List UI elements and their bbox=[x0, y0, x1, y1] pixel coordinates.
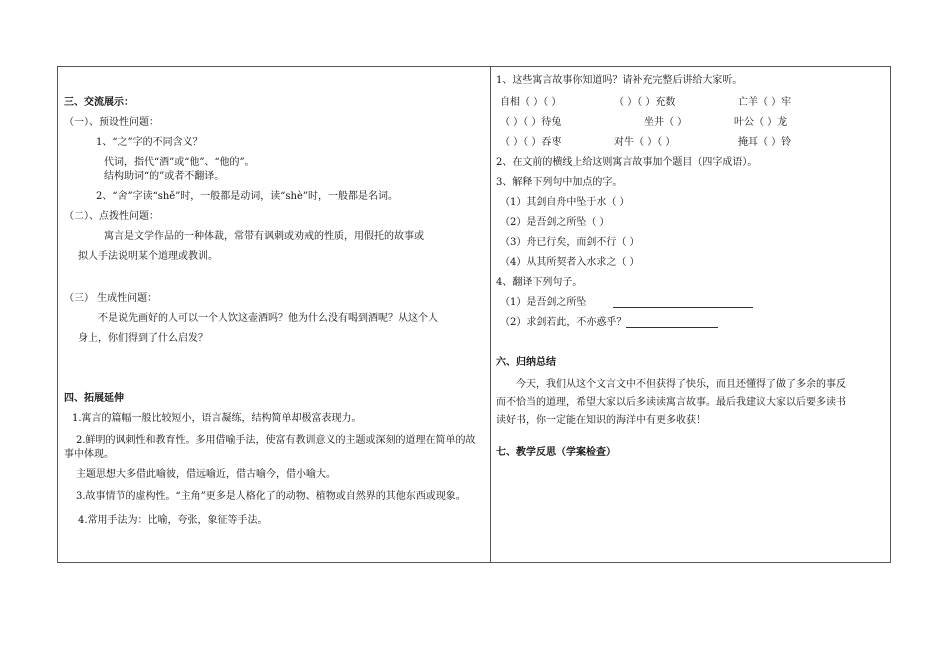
exercise-2: 2、在文前的横线上给这则寓言故事加个题目（四字成语）。 bbox=[496, 157, 758, 168]
exercise-3-item-3: （3）舟已行矣，而剑不行（ ） bbox=[500, 237, 640, 248]
idiom-blank-1-2: （ ）（ ）充数 bbox=[614, 97, 676, 108]
summary-line-2: 而不恰当的道理，希望大家以后多读读寓言故事。最后我建议大家以后要多读书 bbox=[496, 397, 846, 408]
question-2: 2、“舍”字读“shě”时，一般都是动词，读“shè”时，一般都是名词。 bbox=[96, 191, 399, 202]
section-7-title: 七、教学反思（学案检查） bbox=[496, 447, 616, 458]
summary-line-1: 今天，我们从这个文言文中不但获得了快乐，而且还懂得了做了多余的事反 bbox=[516, 379, 846, 390]
exercise-3-item-4: （4）从其所契者入水求之（ ） bbox=[500, 257, 640, 268]
idiom-blank-3-3: 掩耳（ ）铃 bbox=[738, 137, 792, 148]
guiding-questions-heading: （二）、点拨性问题： bbox=[64, 211, 159, 222]
extension-item-2-line-2: 事中体现。 bbox=[64, 449, 114, 460]
idiom-blank-2-2: 坐井（ ） bbox=[644, 117, 688, 128]
idiom-blank-1-1: 自相（ ）（ ） bbox=[500, 97, 562, 108]
answer-line-1 bbox=[613, 307, 753, 308]
generative-questions-heading: （三） 生成性问题： bbox=[64, 293, 158, 304]
exercise-1: 1、这些寓言故事你知道吗？请补充完整后讲给大家听。 bbox=[496, 75, 743, 86]
generative-question-line-2: 身上，你们得到了什么启发？ bbox=[78, 333, 208, 344]
answer-line-2 bbox=[626, 327, 718, 328]
question-1-answer-b: 结构助词“的”或者不翻译。 bbox=[104, 171, 225, 182]
question-1: 1、“之”字的不同含义？ bbox=[96, 137, 203, 148]
preset-questions-heading: （一）、预设性问题： bbox=[64, 117, 159, 128]
idiom-blank-1-3: 亡羊（ ）牢 bbox=[738, 97, 792, 108]
exercise-3: 3、解释下列句中加点的字。 bbox=[496, 177, 623, 188]
idiom-blank-3-1: （ ）（ ）吞枣 bbox=[500, 137, 562, 148]
idiom-blank-3-2: 对牛（ ）（ ） bbox=[614, 137, 676, 148]
exercise-4: 4、翻译下列句子。 bbox=[496, 277, 583, 288]
idiom-blank-2-1: （ ）（ ）待兔 bbox=[500, 117, 562, 128]
exercise-3-item-2: （2）是吾剑之所坠（ ） bbox=[500, 217, 610, 228]
section-3-title: 三、交流展示： bbox=[64, 97, 134, 108]
extension-item-3: 3.故事情节的虚构性。“主角”更多是人格化了的动物、植物或自然界的其他东西或现象。 bbox=[76, 491, 466, 502]
exercise-4-item-2: （2）求剑若此，不亦惑乎？ bbox=[500, 317, 627, 328]
section-4-title: 四、拓展延伸 bbox=[64, 393, 124, 404]
worksheet-table bbox=[57, 66, 891, 563]
section-6-title: 六、归纳总结 bbox=[496, 357, 556, 368]
exercise-4-item-1: （1）是吾剑之所坠 bbox=[500, 297, 587, 308]
extension-item-1: 1.寓言的篇幅一般比较短小，语言凝练，结构简单却极富表现力。 bbox=[72, 413, 362, 424]
extension-item-2-line-3: 主题思想大多借此喻彼，借远喻近，借古喻今，借小喻大。 bbox=[76, 469, 336, 480]
exercise-3-item-1: （1）其剑自舟中坠于水（ ） bbox=[500, 197, 630, 208]
extension-item-4: 4.常用手法为：比喻，夸张，象征等手法。 bbox=[78, 515, 268, 526]
idiom-blank-2-3: 叶公（ ）龙 bbox=[734, 117, 788, 128]
extension-item-2-line-1: 2.鲜明的讽刺性和教育性。多用借喻手法，使富有教训意义的主题或深刻的道理在简单的故 bbox=[76, 435, 476, 446]
column-divider bbox=[490, 67, 491, 562]
summary-line-3: 读好书，你一定能在知识的海洋中有更多收获！ bbox=[496, 415, 706, 426]
generative-question-line-1: 不是说先画好的人可以一个人饮这壶酒吗？他为什么没有喝到酒呢？从这个人 bbox=[98, 313, 438, 324]
fable-definition-line-1: 寓言是文学作品的一种体裁，常带有讽刺或劝戒的性质，用假托的故事或 bbox=[104, 231, 424, 242]
fable-definition-line-2: 拟人手法说明某个道理或教训。 bbox=[78, 251, 218, 262]
question-1-answer-a: 代词，指代“酒”或“他”、“他的”。 bbox=[104, 157, 255, 168]
